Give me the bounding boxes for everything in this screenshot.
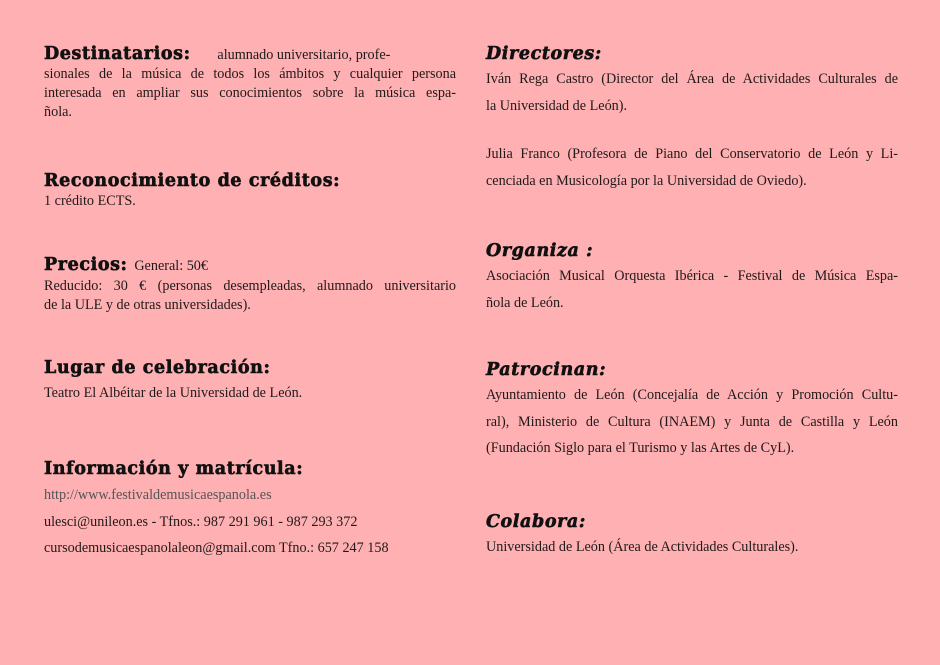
destinatarios-section bbox=[44, 43, 456, 122]
lugar-text: Teatro El Albéitar de la Universidad de León. bbox=[44, 385, 303, 401]
precios-general: General: 50€ bbox=[134, 258, 208, 274]
informacion-heading: Información y matrícula: bbox=[44, 459, 304, 479]
colabora-text: Universidad de León (Área de Actividades Culturales). bbox=[486, 539, 799, 555]
lugar-heading: Lugar de celebración: bbox=[44, 358, 271, 378]
contact-line-1[interactable]: ulesci@unileon.es - Tfnos.: 987 291 961 - 987 293 372 bbox=[44, 513, 358, 530]
informacion-text bbox=[44, 482, 456, 562]
organiza-section bbox=[486, 240, 898, 316]
organiza-text: Asociación Musical Orquesta Ibérica - Festival de Música Espa- ñola de León. bbox=[486, 268, 898, 311]
lugar-section bbox=[44, 357, 456, 403]
informacion-section bbox=[44, 458, 456, 562]
directores-text-2: Julia Franco (Profesora de Piano del Conservatorio de León y Li- cenciada en Musicología por la Universidad de Oviedo). bbox=[486, 146, 898, 189]
colabora-heading: Colabora: bbox=[486, 512, 586, 532]
website-link[interactable]: http://www.festivaldemusicaespanola.es bbox=[44, 487, 272, 503]
colabora-section bbox=[486, 511, 898, 561]
creditos-heading: Reconocimiento de créditos: bbox=[44, 171, 341, 191]
patrocinan-text: Ayuntamiento de León (Concejalía de Acción y Promoción Cultu- ral), Ministerio de Cultura (INAEM) y Junta de Castilla y León (Fundación Siglo para el Turismo y las Artes de CyL). bbox=[486, 387, 898, 456]
directores-section bbox=[486, 43, 898, 194]
contact-line-2[interactable]: cursodemusicaespanolaleon@gmail.com Tfno.: 657 247 158 bbox=[44, 540, 389, 556]
directores-heading: Directores: bbox=[486, 44, 602, 64]
precios-heading: Precios: General: 50€ bbox=[44, 255, 208, 275]
precios-section bbox=[44, 254, 456, 315]
precios-text: Reducido: 30 € (personas desempleadas, alumnado universitario de la ULE y de otras universidades). bbox=[44, 278, 456, 313]
directores-text-1: Iván Rega Castro (Director del Área de Actividades Culturales de la Universidad de León). bbox=[486, 71, 898, 114]
patrocinan-section bbox=[486, 359, 898, 462]
creditos-text: 1 crédito ECTS. bbox=[44, 193, 136, 209]
patrocinan-heading: Patrocinan: bbox=[486, 360, 607, 380]
destinatarios-text: sionales de la música de todos los ámbitos y cualquier persona interesada en ampliar sus conocimientos sobre la música espa- ñola. bbox=[44, 66, 456, 120]
creditos-section bbox=[44, 170, 456, 211]
organiza-heading: Organiza : bbox=[486, 241, 594, 261]
destinatarios-lead: alumnado universitario, profe- bbox=[217, 47, 391, 63]
destinatarios-heading: Destinatarios: alumnado universitario, profe- bbox=[44, 44, 391, 64]
